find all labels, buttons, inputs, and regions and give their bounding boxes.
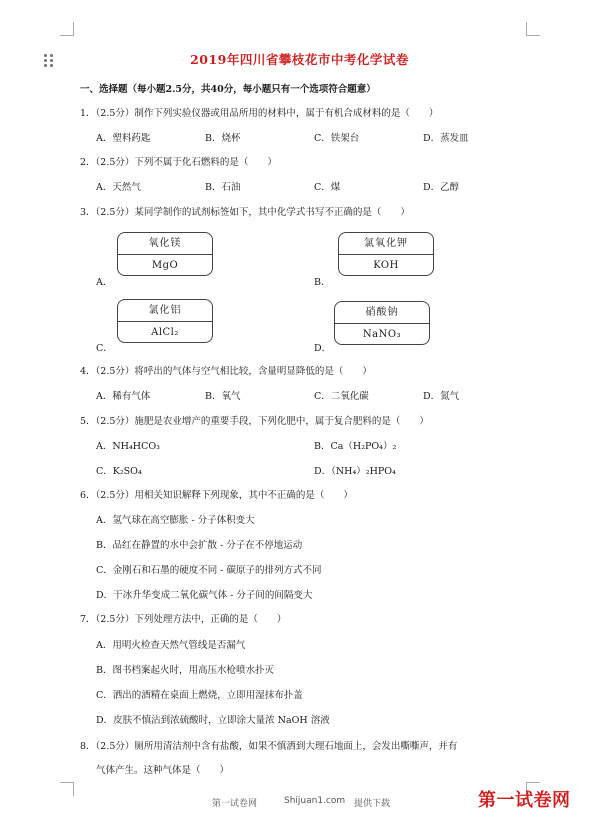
reagent-formula: NaNO₃ (362, 329, 402, 340)
brand-logo-text: 第一试卷网 (478, 790, 571, 811)
footer-download-text: 提供下载 (354, 799, 391, 809)
question-2-option-a: A．天然气 (96, 182, 141, 193)
question-5-stem: 5．（2.5分）施肥是农业增产的重要手段，下列化肥中，属于复合肥料的是（ ） (80, 416, 429, 427)
question-4-option-d: D．氮气 (423, 391, 460, 402)
reagent-name: 氯氧化钾 (339, 233, 433, 255)
question-5-option-c: C．K₂SO₄ (96, 466, 142, 477)
reagent-label-c (117, 299, 213, 343)
question-7-option-d: D．皮肤不慎沾到浓硫酸时，立即涂大量浓 NaOH 溶液 (96, 715, 330, 726)
reagent-label-d (334, 301, 430, 345)
question-7-stem: 7．（2.5分）下列处理方法中，正确的是（ ） (80, 614, 287, 625)
reagent-formula: KOH (373, 260, 399, 271)
reagent-formula: AlCl₂ (151, 327, 179, 338)
question-2-stem: 2．（2.5分）下列不属于化石燃料的是（ ） (80, 157, 277, 168)
question-6-option-b: B．品红在静置的水中会扩散 - 分子在不停地运动 (96, 540, 303, 551)
question-8-stem-continued: 气体产生。这种气体是（ ） (96, 765, 230, 776)
footer-site-url: Shijuan1.com (284, 796, 346, 806)
question-4-option-c: C．二氧化碳 (314, 391, 369, 402)
footer-site-name: 第一试卷网 (212, 799, 258, 809)
reagent-label-a (117, 232, 213, 276)
reagent-name: 氯化铝 (118, 300, 212, 322)
page-corner-mark (526, 22, 540, 36)
question-1-stem: 1．（2.5分）制作下列实验仪器或用品所用的材料中，属于有机合成材料的是（ ） (80, 108, 439, 119)
question-2-option-d: D．乙醇 (423, 182, 460, 193)
question-3-option-c: C． (96, 343, 113, 354)
question-6-option-c: C．金刚石和石墨的硬度不同 - 碳原子的排列方式不同 (96, 565, 322, 576)
question-2-option-b: B．石油 (205, 182, 241, 193)
question-1-option-c: C．铁架台 (314, 133, 360, 144)
question-7-option-a: A．用明火检查天然气管线是否漏气 (96, 640, 246, 651)
question-6-stem: 6．（2.5分）用相关知识解释下列现象，其中不正确的是（ ） (80, 490, 353, 501)
question-4-stem: 4．（2.5分）将呼出的气体与空气相比较，含量明显降低的是（ ） (80, 366, 372, 377)
question-5-option-d: D．（NH₄）₂HPO₄ (314, 466, 396, 477)
question-3-stem: 3．（2.5分）某同学制作的试剂标签如下，其中化学式书写不正确的是（ ） (80, 207, 410, 218)
reagent-name: 硝酸钠 (335, 302, 429, 324)
question-4-option-b: B．氧气 (205, 391, 241, 402)
page-title: 2019年四川省攀枝花市中考化学试卷 (190, 52, 409, 67)
question-1-option-d: D．蒸发皿 (423, 133, 469, 144)
question-6-option-d: D．干冰升华变成二氧化碳气体 - 分子间的间隔变大 (96, 590, 313, 601)
page-corner-mark (60, 782, 74, 796)
question-6-option-a: A．氢气球在高空膨胀 - 分子体积变大 (96, 515, 255, 526)
section-heading: 一、选择题（每小题2.5分，共40分，每小题只有一个选项符合题意） (80, 84, 376, 95)
question-4-option-a: A．稀有气体 (96, 391, 151, 402)
question-1-option-b: B．烧杯 (205, 133, 241, 144)
question-5-option-a: A．NH₄HCO₃ (96, 441, 160, 452)
reagent-name: 氧化镁 (118, 233, 212, 255)
question-8-stem: 8．（2.5分）厕所用清洁剂中含有盐酸，如果不慎洒到大理石地面上，会发出嘶嘶声，并有 (80, 741, 458, 752)
question-5-option-b: B．Ca（H₂PO₄）₂ (314, 441, 397, 452)
question-7-option-b: B．图书档案起火时，用高压水枪喷水扑灭 (96, 665, 274, 676)
reagent-formula: MgO (151, 260, 179, 271)
question-7-option-c: C．洒出的酒精在桌面上燃烧，立即用湿抹布扑盖 (96, 690, 303, 701)
question-3-option-a: A． (96, 277, 113, 288)
reagent-label-b (338, 232, 434, 276)
page-corner-mark (60, 22, 74, 36)
question-2-option-c: C．煤 (314, 182, 341, 193)
question-3-option-d: D． (314, 343, 332, 354)
question-1-option-a: A．塑料药匙 (96, 133, 151, 144)
question-3-option-b: B． (314, 277, 331, 288)
